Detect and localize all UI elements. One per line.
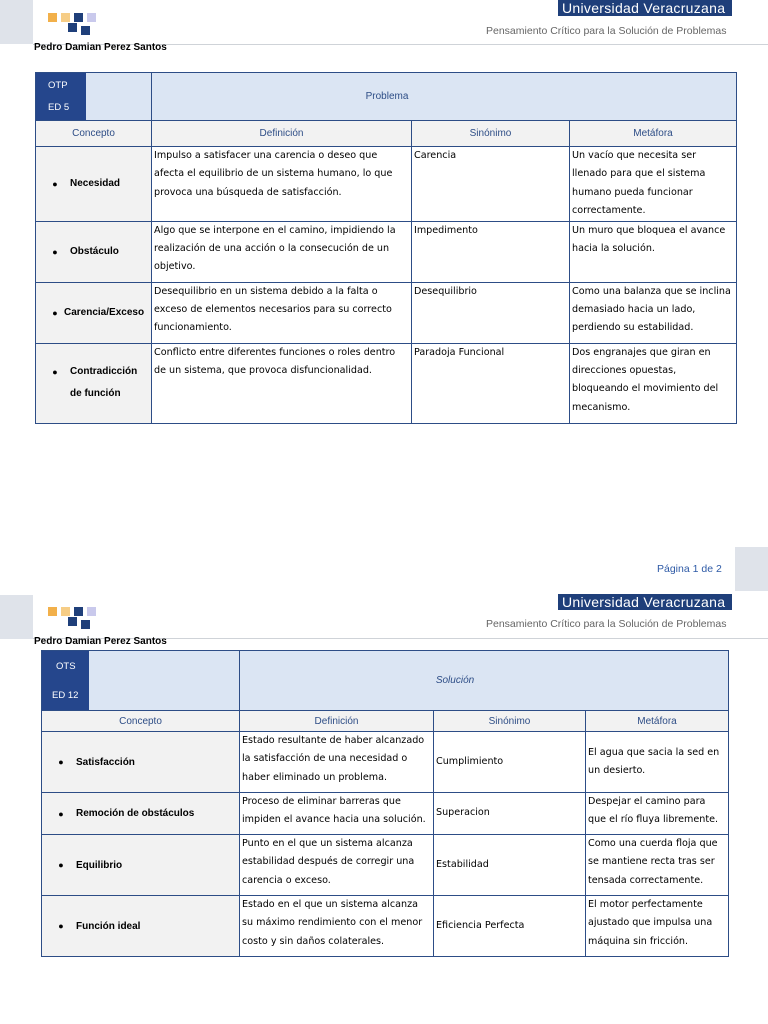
- logo-square-orange: [61, 13, 70, 22]
- synonym-cell: Cumplimiento: [434, 732, 586, 793]
- bullet-icon: ●: [58, 860, 64, 870]
- logo-square-blue: [74, 13, 83, 22]
- table-row: [42, 835, 729, 896]
- definition-cell: Proceso de eliminar barreras que impiden el avance hacia una solución.: [240, 793, 434, 835]
- table-row: [36, 343, 737, 423]
- metaphor-cell: Despejar el camino para que el río fluya libremente.: [586, 793, 729, 835]
- column-header-definition: Definición: [240, 711, 434, 732]
- column-header-synonym: Sinónimo: [434, 711, 586, 732]
- page-corner-decoration: [0, 595, 33, 639]
- logo-square-orange: [61, 607, 70, 616]
- course-title: Pensamiento Crítico para la Solución de Problemas: [486, 25, 727, 37]
- problem-table: [35, 72, 737, 424]
- table-title: [152, 73, 737, 121]
- table-code-line1: OTS: [56, 660, 76, 672]
- logo-square-orange: [48, 607, 57, 616]
- synonym-cell: Eficiencia Perfecta: [434, 896, 586, 957]
- table-code: [42, 651, 240, 711]
- column-header-row: [42, 711, 729, 732]
- table-row: [36, 221, 737, 282]
- table-row: [42, 732, 729, 793]
- logo-square-lilac: [87, 13, 96, 22]
- solution-table: [41, 650, 729, 957]
- page-corner-decoration: [0, 0, 33, 44]
- bullet-icon: ●: [52, 178, 58, 189]
- table-title-row: [36, 73, 737, 121]
- concept-cell: [36, 282, 152, 343]
- metaphor-cell: Como una balanza que se inclina demasiado hacia un lado, perdiendo su estabilidad.: [570, 282, 737, 343]
- logo-square-blue: [81, 620, 90, 629]
- logo-square-blue: [81, 26, 90, 35]
- synonym-cell: Superacion: [434, 793, 586, 835]
- table-row: [36, 147, 737, 222]
- metaphor-cell: Dos engranajes que giran en direcciones opuestas, bloqueando el movimiento del mecanismo.: [570, 343, 737, 423]
- author-name: Pedro Damian Perez Santos: [34, 42, 167, 53]
- table-row: [42, 793, 729, 835]
- concept-label: Función ideal: [76, 920, 141, 932]
- metaphor-cell: Un vacío que necesita ser llenado para que el sistema humano pueda funcionar correctamente.: [570, 147, 737, 222]
- synonym-cell: Carencia: [412, 147, 570, 222]
- page-corner-decoration: [735, 547, 768, 591]
- logo-square-blue: [68, 617, 77, 626]
- metaphor-cell: El motor perfectamente ajustado que impulsa una máquina sin fricción.: [586, 896, 729, 957]
- concept-label: Carencia/Exceso: [64, 307, 145, 319]
- table-title-row: [42, 651, 729, 711]
- logo-square-lilac: [87, 607, 96, 616]
- definition-cell: Desequilibrio en un sistema debido a la falta o exceso de elementos necesarios para su correcto funcionamiento.: [152, 282, 412, 343]
- author-name: Pedro Damian Perez Santos: [34, 636, 167, 647]
- table-title-text: Solución: [435, 675, 475, 686]
- column-header-concept: Concepto: [36, 121, 152, 147]
- table-code: [36, 73, 152, 121]
- concept-cell: [36, 147, 152, 222]
- metaphor-cell: El agua que sacia la sed en un desierto.: [586, 732, 729, 793]
- table-code-line2: ED 12: [52, 689, 79, 701]
- column-header-metaphor: Metáfora: [586, 711, 729, 732]
- table-title: [240, 651, 729, 711]
- definition-cell: Conflicto entre diferentes funciones o roles dentro de un sistema, que provoca disfuncionalidad.: [152, 343, 412, 423]
- bullet-icon: ●: [58, 757, 64, 767]
- synonym-cell: Estabilidad: [434, 835, 586, 896]
- table-code-line2: ED 5: [48, 101, 70, 113]
- concept-cell: [42, 835, 240, 896]
- logo-square-orange: [48, 13, 57, 22]
- column-header-metaphor: Metáfora: [570, 121, 737, 147]
- table-row: [42, 896, 729, 957]
- definition-cell: Estado resultante de haber alcanzado la satisfacción de una necesidad o haber eliminado un problema.: [240, 732, 434, 793]
- concept-label: Necesidad: [70, 178, 121, 190]
- concept-label: Satisfacción: [76, 756, 135, 768]
- bullet-icon: ●: [58, 921, 64, 931]
- column-header-row: [36, 121, 737, 147]
- logo-square-blue: [68, 23, 77, 32]
- definition-cell: Estado en el que un sistema alcanza su máximo rendimiento con el menor costo y sin daños colaterales.: [240, 896, 434, 957]
- definition-cell: Impulso a satisfacer una carencia o deseo que afecta el equilibrio de un sistema humano, lo que provoca una búsqueda de satisfacción.: [152, 147, 412, 222]
- concept-label: Contradicción de función: [70, 366, 138, 400]
- definition-cell: Algo que se interpone en el camino, impidiendo la realización de una acción o la consecución de un objetivo.: [152, 221, 412, 282]
- metaphor-cell: Un muro que bloquea el avance hacia la solución.: [570, 221, 737, 282]
- synonym-cell: Desequilibrio: [412, 282, 570, 343]
- university-name: Universidad Veracruzana: [558, 594, 732, 610]
- table-title-text: Problema: [365, 91, 409, 102]
- bullet-icon: ●: [52, 367, 58, 378]
- synonym-cell: Impedimento: [412, 221, 570, 282]
- university-name: Universidad Veracruzana: [558, 0, 732, 16]
- column-header-definition: Definición: [152, 121, 412, 147]
- university-logo: [48, 607, 98, 633]
- column-header-synonym: Sinónimo: [412, 121, 570, 147]
- table-row: [36, 282, 737, 343]
- concept-label: Remoción de obstáculos: [76, 808, 195, 819]
- column-header-concept: Concepto: [42, 711, 240, 732]
- concept-cell: [42, 896, 240, 957]
- bullet-icon: ●: [58, 808, 64, 819]
- definition-cell: Punto en el que un sistema alcanza estabilidad después de corregir una carencia o exceso.: [240, 835, 434, 896]
- synonym-cell: Paradoja Funcional: [412, 343, 570, 423]
- concept-cell: [42, 732, 240, 793]
- page-number: Página 1 de 2: [657, 563, 722, 575]
- concept-label: Equilibrio: [76, 859, 123, 871]
- table-code-line1: OTP: [48, 79, 68, 91]
- university-logo: [48, 13, 98, 39]
- bullet-icon: ●: [52, 246, 58, 257]
- metaphor-cell: Como una cuerda floja que se mantiene recta tras ser tensada correctamente.: [586, 835, 729, 896]
- bullet-icon: ●: [52, 307, 58, 318]
- concept-cell: [42, 793, 240, 835]
- logo-square-blue: [74, 607, 83, 616]
- concept-cell: [36, 343, 152, 423]
- concept-cell: [36, 221, 152, 282]
- course-title: Pensamiento Crítico para la Solución de Problemas: [486, 618, 727, 630]
- concept-label: Obstáculo: [70, 246, 119, 258]
